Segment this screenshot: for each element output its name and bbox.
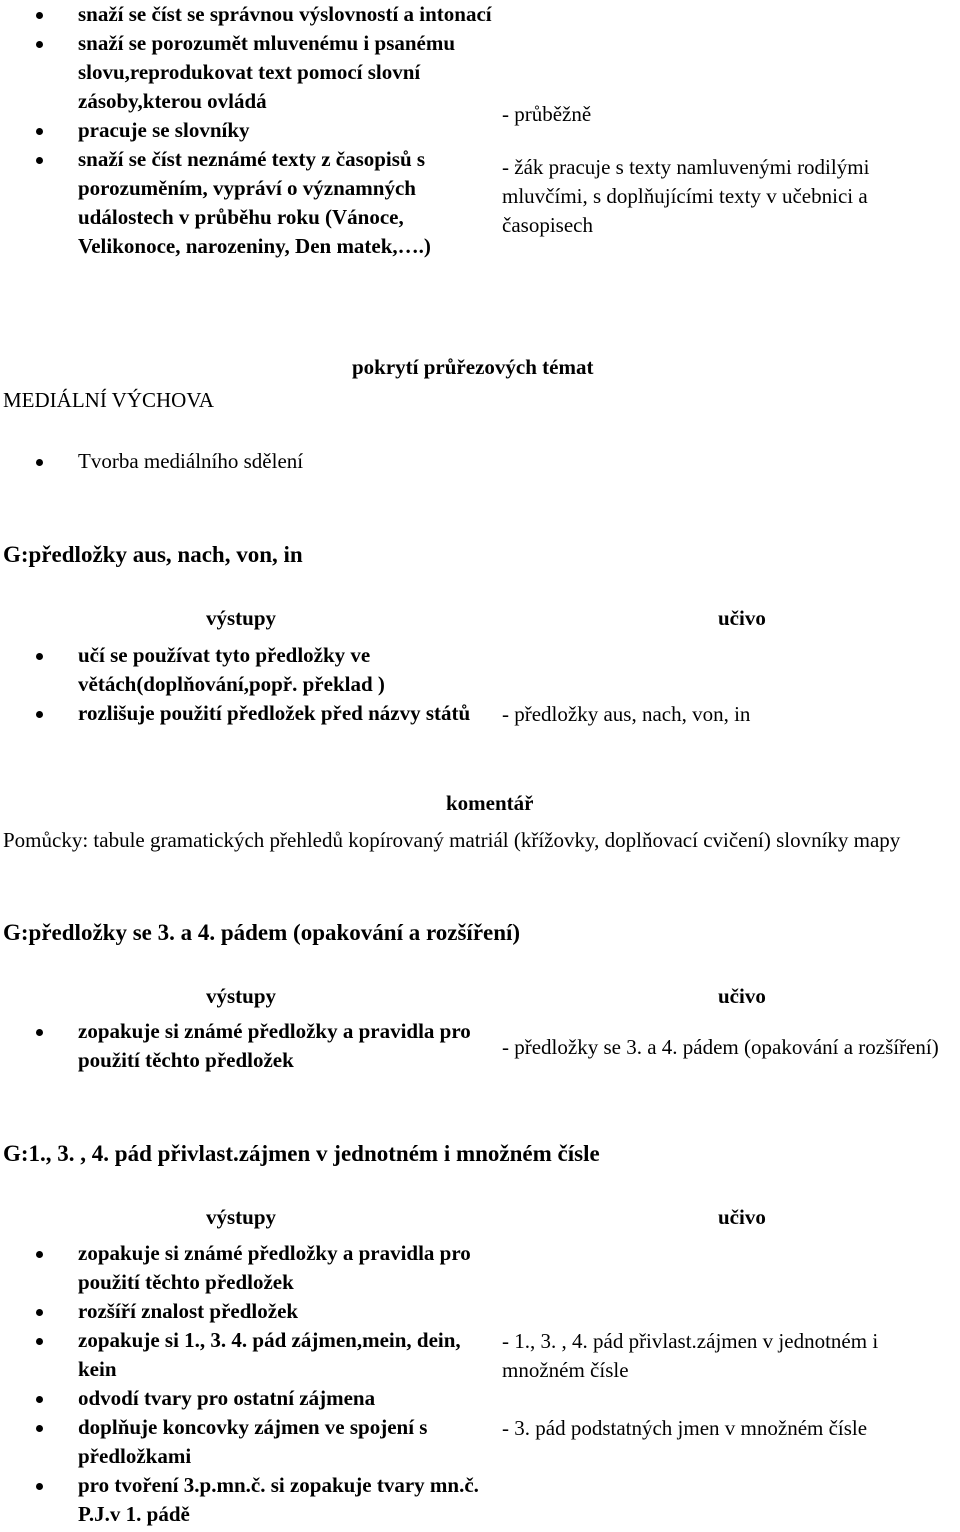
section-title: G:1., 3. , 4. pád přivlast.zájmen v jednotném i množném čísle bbox=[3, 1141, 600, 1166]
section2-curriculum-text: - předložky se 3. a 4. pádem (opakování a rozšíření) bbox=[502, 1035, 939, 1059]
list-item: odvodí tvary pro ostatní zájmena bbox=[0, 1384, 492, 1413]
aids-text: Pomůcky: tabule gramatických přehledů kopírovaný matriál (křížovky, doplňovací cvičení) slovníky mapy bbox=[3, 828, 901, 852]
list-item: zopakuje si 1., 3. 4. pád zájmen,mein, dein, kein bbox=[0, 1326, 492, 1384]
outputs-label: výstupy bbox=[206, 1205, 277, 1229]
cross-topics-title: pokrytí průřezových témat bbox=[352, 355, 594, 379]
list-item: Tvorba mediálního sdělení bbox=[0, 447, 600, 476]
method-text: - žák pracuje s texty namluvenými rodilými mluvčími, s doplňujícími texty v učebnici a časopisech bbox=[502, 155, 870, 237]
media-education-title: MEDIÁLNÍ VÝCHOVA bbox=[3, 388, 214, 412]
curriculum-label: učivo bbox=[718, 606, 766, 630]
list-item: rozšíří znalost předložek bbox=[0, 1297, 492, 1326]
list-item: zopakuje si známé předložky a pravidla pro použití těchto předložek bbox=[0, 1017, 492, 1075]
media-list bbox=[0, 447, 600, 476]
list-item: snaží se porozumět mluvenému i psanému slovu,reprodukovat text pomocí slovní zásoby,kterou ovládá bbox=[0, 29, 492, 116]
list-item: snaží se číst neznámé texty z časopisů s porozuměním, vypráví o významných událostech v průběhu roku (Vánoce, Velikonoce, narozeniny, Den matek,….) bbox=[0, 145, 492, 261]
outputs-label: výstupy bbox=[206, 984, 277, 1008]
frequency-text: - průběžně bbox=[502, 102, 592, 126]
section3-outputs-list bbox=[0, 1239, 492, 1529]
section3-curriculum-text-1: - 1., 3. , 4. pád přivlast.zájmen v jednotném i množném čísle bbox=[502, 1329, 879, 1382]
list-item: pro tvoření 3.p.mn.č. si zopakuje tvary mn.č. P.J.v 1. pádě bbox=[0, 1471, 492, 1529]
comment-label: komentář bbox=[446, 791, 534, 815]
curriculum-label: učivo bbox=[718, 1205, 766, 1229]
section-title: G:předložky aus, nach, von, in bbox=[3, 542, 303, 567]
section2-outputs-list bbox=[0, 1017, 492, 1075]
list-item: rozlišuje použití předložek před názvy států bbox=[0, 699, 492, 728]
list-item: snaží se číst se správnou výslovností a intonací bbox=[0, 0, 492, 29]
list-item: doplňuje koncovky zájmen ve spojení s předložkami bbox=[0, 1413, 492, 1471]
list-item: učí se používat tyto předložky ve větách(doplňování,popř. překlad ) bbox=[0, 641, 492, 699]
section-title: G:předložky se 3. a 4. pádem (opakování a rozšíření) bbox=[3, 920, 521, 945]
curriculum-label: učivo bbox=[718, 984, 766, 1008]
outputs-label: výstupy bbox=[206, 606, 277, 630]
section1-curriculum-text: - předložky aus, nach, von, in bbox=[502, 702, 751, 726]
list-item: pracuje se slovníky bbox=[0, 116, 492, 145]
section1-outputs-list bbox=[0, 641, 492, 728]
top-right-text bbox=[502, 100, 957, 240]
top-outputs-list bbox=[0, 0, 492, 261]
list-item: zopakuje si známé předložky a pravidla pro použití těchto předložek bbox=[0, 1239, 492, 1297]
section3-curriculum-text-2: - 3. pád podstatných jmen v množném čísle bbox=[502, 1416, 868, 1440]
